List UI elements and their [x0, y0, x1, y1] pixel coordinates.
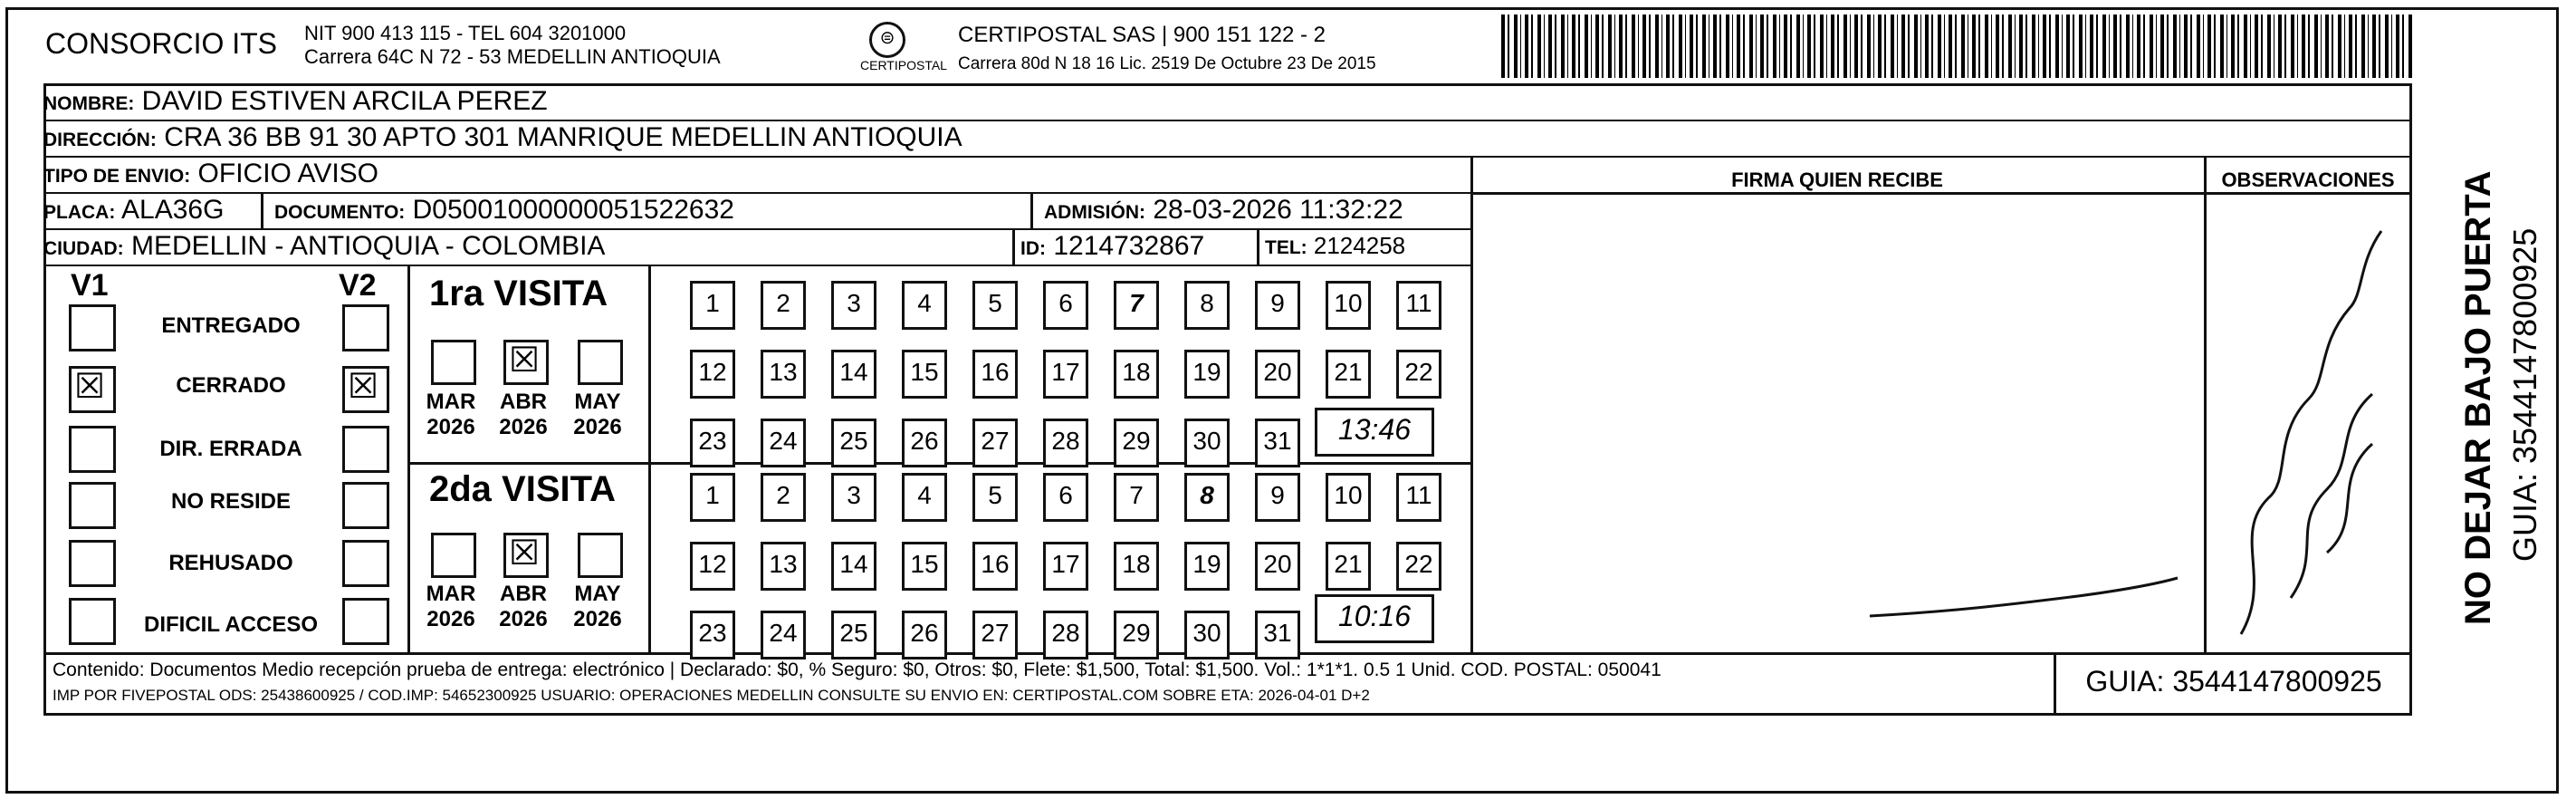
send-type-row	[43, 156, 1470, 194]
v2-rehusado-checkbox[interactable]	[342, 540, 389, 587]
month-year: 2026	[426, 607, 475, 631]
id-value: 1214732867	[1053, 231, 1205, 261]
month-label-may	[570, 390, 625, 440]
admission-label: ADMISIÓN:	[1044, 202, 1145, 223]
side-guia-number: GUIA: 3544147800925	[2506, 227, 2543, 562]
v1-rehusado-checkbox[interactable]	[69, 540, 116, 587]
month-year: 2026	[499, 607, 548, 631]
recipient-address: CRA 36 BB 91 30 APTO 301 MANRIQUE MEDELLIN ANTIOQUIA	[164, 122, 962, 152]
send-type-value: OFICIO AVISO	[197, 159, 379, 188]
day-box[interactable]: 8	[1184, 281, 1230, 330]
day-box[interactable]: 19	[1184, 542, 1230, 591]
phone-label: TEL:	[1265, 237, 1307, 258]
month-label-abr	[496, 582, 551, 632]
day-box[interactable]: 5	[972, 473, 1018, 522]
phone-value: 2124258	[1313, 232, 1406, 259]
status-entregado: ENTREGADO	[161, 313, 301, 338]
carrier-info	[958, 22, 1376, 78]
day-box[interactable]: 17	[1043, 350, 1088, 399]
month-label-mar	[424, 390, 478, 440]
logo-icon: ⊜	[869, 22, 905, 58]
plate-value: ALA36G	[121, 195, 225, 225]
carrier-name: CERTIPOSTAL SAS | 900 151 122 - 2	[958, 23, 1326, 47]
day-box[interactable]: 12	[690, 350, 735, 399]
day-box[interactable]: 9	[1255, 281, 1300, 330]
document-field	[261, 192, 1030, 228]
month-year: 2026	[573, 415, 622, 439]
v2-dificil-acceso-checkbox[interactable]	[342, 598, 389, 645]
day-box[interactable]: 7	[1114, 473, 1159, 522]
day-box[interactable]: 15	[902, 350, 947, 399]
day-box[interactable]: 23	[690, 611, 735, 659]
v2-no-reside-checkbox[interactable]	[342, 482, 389, 529]
checkmark-icon: ☒	[74, 366, 106, 406]
month-year: 2026	[573, 607, 622, 631]
visits-divider	[648, 265, 651, 652]
company-address: Carrera 64C N 72 - 53 MEDELLIN ANTIOQUIA	[304, 45, 721, 68]
day-box[interactable]: 25	[831, 611, 876, 659]
day-box[interactable]: 24	[761, 419, 806, 467]
day-box[interactable]: 3	[831, 473, 876, 522]
carrier-logo	[860, 22, 947, 74]
month-name: MAY	[574, 390, 621, 414]
signature-header-line	[1470, 192, 2412, 195]
day-box[interactable]: 11	[1396, 473, 1441, 522]
day-box[interactable]: 16	[972, 350, 1018, 399]
month-name: MAR	[426, 390, 476, 414]
first-visit-title: 1ra VISITA	[429, 274, 608, 313]
day-box[interactable]: 29	[1114, 611, 1159, 659]
day-box[interactable]: 20	[1255, 350, 1300, 399]
v1-entregado-checkbox[interactable]	[69, 304, 116, 351]
month-may-checkbox[interactable]	[578, 340, 623, 385]
phone-field	[1257, 228, 1470, 265]
day-box[interactable]: 25	[831, 419, 876, 467]
day-box[interactable]: 21	[1326, 542, 1371, 591]
day-box[interactable]: 18	[1114, 350, 1159, 399]
status-no-reside: NO RESIDE	[170, 489, 292, 514]
logo-text: CERTIPOSTAL	[860, 58, 947, 72]
day-box[interactable]: 6	[1043, 473, 1088, 522]
company-nit-phone: NIT 900 413 115 - TEL 604 3201000	[304, 22, 627, 44]
day-box[interactable]: 20	[1255, 542, 1300, 591]
day-box[interactable]: 26	[902, 419, 947, 467]
day-box[interactable]: 24	[761, 611, 806, 659]
id-label: ID:	[1020, 238, 1046, 259]
checkmark-icon: ☒	[348, 366, 379, 406]
day-box[interactable]: 30	[1184, 611, 1230, 659]
observations-header: OBSERVACIONES	[2221, 168, 2395, 191]
month-year: 2026	[499, 415, 548, 439]
day-box[interactable]: 4	[902, 473, 947, 522]
company-info	[304, 22, 721, 69]
document-label: DOCUMENTO:	[274, 202, 406, 223]
month-name: MAY	[574, 582, 621, 606]
day-box[interactable]: 28	[1043, 611, 1088, 659]
status-dir-errada: DIR. ERRADA	[159, 437, 302, 461]
month-name: ABR	[500, 390, 547, 414]
v2-label: V2	[339, 268, 377, 303]
day-box[interactable]: 1	[690, 473, 735, 522]
day-box[interactable]: 14	[831, 350, 876, 399]
day-box[interactable]: 2	[761, 473, 806, 522]
day-box[interactable]: 27	[972, 611, 1018, 659]
status-cerrado: CERRADO	[176, 373, 286, 398]
plate-label: PLACA:	[43, 202, 116, 223]
day-box[interactable]: 26	[902, 611, 947, 659]
month-year: 2026	[426, 415, 475, 439]
v2-dir-errada-checkbox[interactable]	[342, 426, 389, 473]
name-row	[43, 83, 2412, 121]
content-summary: Contenido: Documentos Medio recepción prueba de entrega: electrónico | Declarado: $0, % Seguro: $0, Otros: $0, Flete: $1,500, Total: $1,500. Vol.: 1*1*1. 0.5 1 Unid. COD. POSTAL: 050041	[53, 659, 1661, 680]
day-box[interactable]: 28	[1043, 419, 1088, 467]
day-box[interactable]: 15	[902, 542, 947, 591]
day-box[interactable]: 4	[902, 281, 947, 330]
day-box[interactable]: 16	[972, 542, 1018, 591]
checkmark-icon: ☒	[509, 533, 541, 573]
month-name: MAR	[426, 582, 476, 606]
day-box[interactable]: 21	[1326, 350, 1371, 399]
status-rehusado: REHUSADO	[168, 551, 293, 575]
day-box[interactable]: 31	[1255, 611, 1300, 659]
v2-entregado-checkbox[interactable]	[342, 304, 389, 351]
month-mar-checkbox[interactable]	[431, 340, 476, 385]
day-box[interactable]: 31	[1255, 419, 1300, 467]
observation-handwriting	[2218, 208, 2408, 643]
month-label-mar	[424, 582, 478, 632]
v1-label: V1	[71, 268, 109, 303]
signature-divider-left	[1470, 156, 1473, 652]
second-visit-time[interactable]: 10:16	[1315, 594, 1434, 643]
document-value: D05001000000051522632	[412, 195, 734, 225]
day-box[interactable]: 19	[1184, 350, 1230, 399]
month-label-may	[570, 582, 625, 632]
day-box[interactable]: 9	[1255, 473, 1300, 522]
id-field	[1012, 228, 1257, 265]
observations-divider	[2204, 156, 2207, 652]
checkmark-icon: ☒	[509, 340, 541, 380]
day-box[interactable]: 5	[972, 281, 1018, 330]
address-row	[43, 120, 2412, 158]
day-box[interactable]: 22	[1396, 542, 1441, 591]
day-box[interactable]: 13	[761, 350, 806, 399]
admission-field	[1030, 192, 1470, 228]
second-visit-title: 2da VISITA	[429, 469, 616, 509]
day-box[interactable]: 27	[972, 419, 1018, 467]
month-may-checkbox[interactable]	[578, 533, 623, 578]
day-box[interactable]: 8	[1184, 473, 1230, 522]
day-box[interactable]: 14	[831, 542, 876, 591]
month-mar-checkbox[interactable]	[431, 533, 476, 578]
day-box[interactable]: 29	[1114, 419, 1159, 467]
status-divider	[407, 265, 410, 652]
city-value: MEDELLIN - ANTIOQUIA - COLOMBIA	[131, 231, 606, 261]
signature-header: FIRMA QUIEN RECIBE	[1731, 168, 1943, 191]
name-label: NOMBRE:	[43, 93, 135, 114]
receiver-signature-line	[1861, 562, 2187, 634]
day-box[interactable]: 18	[1114, 542, 1159, 591]
guia-number: GUIA: 3544147800925	[2085, 665, 2382, 698]
day-box[interactable]: 2	[761, 281, 806, 330]
month-name: ABR	[500, 582, 547, 606]
day-box[interactable]: 11	[1396, 281, 1441, 330]
day-box[interactable]: 3	[831, 281, 876, 330]
day-box[interactable]: 13	[761, 542, 806, 591]
day-box[interactable]: 22	[1396, 350, 1441, 399]
do-not-leave-notice: NO DEJAR BAJO PUERTA	[2458, 170, 2498, 625]
carrier-address: Carrera 80d N 18 16 Lic. 2519 De Octubre 23 De 2015	[958, 54, 1376, 73]
send-type-label: TIPO DE ENVIO:	[43, 166, 191, 187]
day-box[interactable]: 7	[1114, 281, 1159, 330]
day-box[interactable]: 6	[1043, 281, 1088, 330]
first-visit-time[interactable]: 13:46	[1315, 408, 1434, 457]
day-box[interactable]: 1	[690, 281, 735, 330]
address-label: DIRECCIÓN:	[43, 130, 157, 150]
month-label-abr	[496, 390, 551, 440]
recipient-name: DAVID ESTIVEN ARCILA PEREZ	[141, 86, 548, 116]
day-box[interactable]: 23	[690, 419, 735, 467]
admission-value: 28-03-2026 11:32:22	[1153, 195, 1403, 225]
v1-dir-errada-checkbox[interactable]	[69, 426, 116, 473]
day-box[interactable]: 10	[1326, 473, 1371, 522]
system-info: IMP POR FIVEPOSTAL ODS: 25438600925 / COD.IMP: 54652300925 USUARIO: OPERACIONES MEDELLIN CONSULTE SU ENVIO EN: CERTIPOSTAL.COM SOBRE ETA: 2026-04-01 D+2	[53, 687, 1370, 704]
day-box[interactable]: 10	[1326, 281, 1371, 330]
day-box[interactable]: 30	[1184, 419, 1230, 467]
day-box[interactable]: 12	[690, 542, 735, 591]
v1-dificil-acceso-checkbox[interactable]	[69, 598, 116, 645]
barcode-image	[1501, 14, 2414, 78]
city-label: CIUDAD:	[43, 238, 124, 259]
status-dificil-acceso: DIFICIL ACCESO	[143, 612, 318, 637]
day-box[interactable]: 17	[1043, 542, 1088, 591]
v1-no-reside-checkbox[interactable]	[69, 482, 116, 529]
company-name: CONSORCIO ITS	[45, 27, 278, 60]
